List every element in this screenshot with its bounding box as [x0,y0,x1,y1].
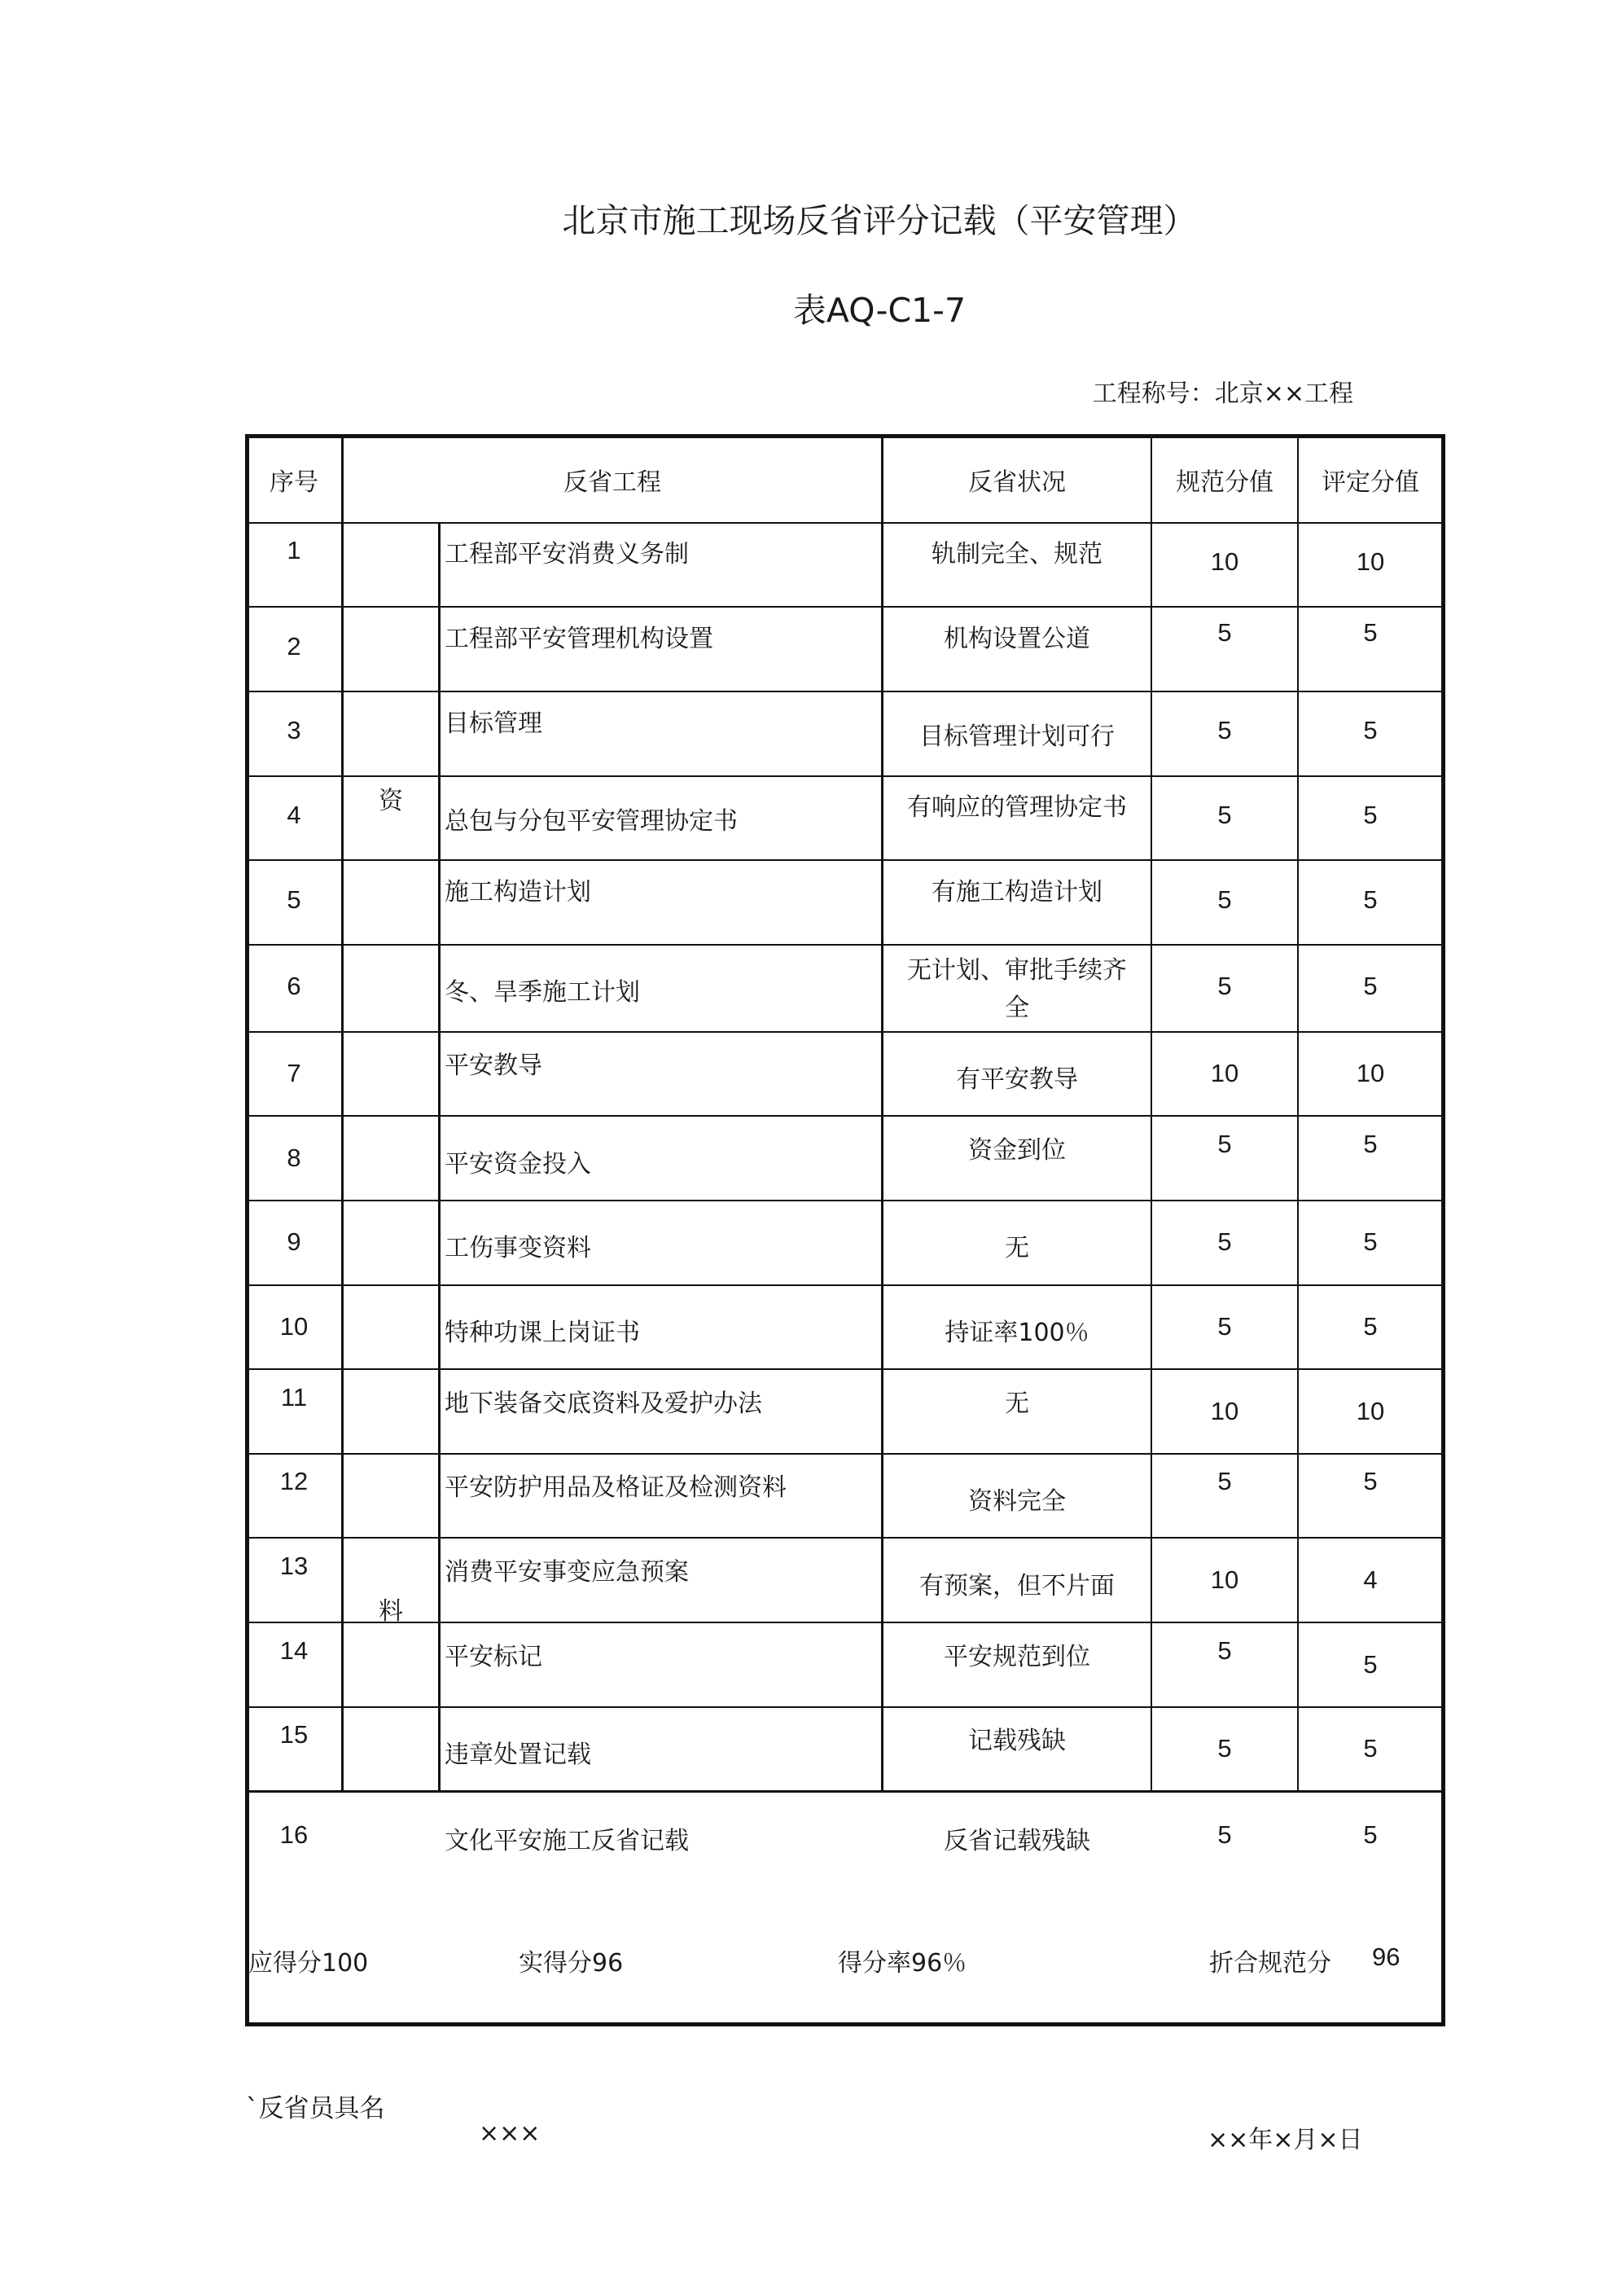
row-standard-score: 10 [1210,1059,1239,1087]
row-standard-score: 5 [1217,1130,1232,1158]
row-rated-score: 5 [1363,1227,1378,1256]
row-rule [343,1706,1445,1708]
row-seq: 16 [279,1820,309,1849]
row-seq: 9 [287,1227,301,1256]
row-rule [343,1537,1445,1539]
row-standard-score: 5 [1217,1467,1232,1495]
seq-rule [245,859,343,861]
row-item: 平安资金投入 [445,1150,591,1179]
row-rated-score: 5 [1363,801,1378,829]
row-rule [343,859,1445,861]
row-item: 违章处置记载 [445,1741,591,1769]
row-rated-score: 4 [1363,1565,1378,1594]
row-seq: 5 [287,885,301,914]
row-status: 平安规范到位 [944,1643,1090,1671]
row-item: 工伤事变资料 [445,1234,591,1262]
header-seq: 序号 [270,468,318,497]
row-item: 消费平安事变应急预案 [445,1558,689,1587]
seq-rule [245,1115,343,1117]
row-seq: 11 [280,1383,308,1411]
inspection-table [245,434,1445,2026]
seq-rule [245,944,343,946]
header-standard-score: 规范分值 [1176,468,1273,497]
row-item: 平安防护用品及格证及检测资料 [445,1473,787,1502]
row-rule [343,1284,1445,1286]
row-rated-score: 10 [1356,1397,1385,1425]
row-rated-score: 5 [1363,1130,1378,1158]
row-item: 总包与分包平安管理协定书 [445,807,738,836]
row-item: 目标管理 [445,709,542,738]
row-seq: 10 [279,1312,309,1341]
row-status: 无 [1005,1234,1029,1262]
row-rule [343,606,1445,608]
row-status: 目标管理计划可行 [919,722,1115,751]
row-rated-score: 5 [1363,1734,1378,1763]
row-rule [343,775,1445,777]
page-title: 北京市施工现场反省评分记载（平安管理） [562,201,1197,240]
summary-should-score: 应得分100 [248,1949,369,1978]
row-seq: 3 [287,716,301,744]
row-status: 无 [1005,1389,1029,1418]
row-item: 工程部平安管理机构设置 [445,625,713,653]
inspection-date: ××年×月×日 [1208,2126,1363,2154]
row-standard-score: 10 [1210,1565,1239,1594]
seq-rule [245,1368,343,1370]
row-rated-score: 5 [1363,972,1378,1000]
row-item: 平安教导 [445,1051,542,1080]
seq-rule [245,1537,343,1539]
row-item: 工程部平安消费义务制 [445,540,689,569]
row-status: 无计划、审批手续齐 [907,956,1127,985]
row-seq: 8 [287,1144,301,1172]
seq-rule [245,1200,343,1201]
row-status: 有平安教导 [956,1065,1078,1094]
row-standard-score: 5 [1217,972,1232,1000]
row-rated-score: 5 [1363,885,1378,914]
row-standard-score: 5 [1217,1227,1232,1256]
row-rule [343,691,1445,692]
row-item: 文化平安施工反省记载 [445,1827,689,1855]
row-item: 平安标记 [445,1643,542,1671]
header-rule [245,522,1445,524]
inspector-name: ××× [479,2119,541,2148]
row-seq: 7 [287,1059,301,1087]
row-item: 特种功课上岗证书 [445,1319,640,1347]
row-rated-score: 5 [1363,716,1378,744]
row-rated-score: 5 [1363,1467,1378,1495]
seq-rule [245,1706,343,1708]
row-rated-score: 5 [1363,1312,1378,1341]
row-standard-score: 5 [1217,618,1232,647]
row-item: 冬、旱季施工计划 [445,978,640,1007]
row-rated-score: 10 [1356,547,1385,576]
row-status-continued: 全 [1005,994,1029,1022]
seq-rule [245,691,343,692]
project-value: 北京××工程 [1214,380,1353,408]
table-border-bottom [245,2022,1445,2026]
seq-rule [245,1622,343,1623]
seq-rule [245,1284,343,1286]
row-status: 资料完全 [968,1487,1066,1516]
summary-rule [245,1790,1445,1793]
row-status: 机构设置公道 [944,625,1090,653]
row-status: 有施工构造计划 [932,878,1103,907]
row-seq: 13 [279,1552,309,1580]
header-item: 反省工程 [563,468,661,497]
row-item: 施工构造计划 [445,878,591,907]
row-rule [343,944,1445,946]
row-seq: 6 [287,972,301,1000]
project-name-line [1093,373,1353,409]
project-label: 工程称号： [1092,380,1215,408]
row-item: 地下装备交底资料及爱护办法 [445,1389,762,1418]
row-rated-score: 5 [1363,1650,1378,1679]
summary-converted-value: 96 [1372,1943,1401,1971]
row-status: 资金到位 [968,1136,1066,1165]
row-status: 记载残缺 [968,1727,1066,1755]
row-rule [343,1200,1445,1201]
row-status: 有预案，但不片面 [919,1572,1115,1600]
row-rule [343,1622,1445,1623]
summary-actual-score: 实得分96 [519,1949,624,1978]
row-standard-score: 10 [1210,1397,1239,1425]
row-seq: 15 [279,1720,309,1749]
row-standard-score: 5 [1217,1312,1232,1341]
row-seq: 2 [287,632,301,661]
row-standard-score: 5 [1217,1820,1232,1849]
row-rule [343,1453,1445,1455]
summary-score-rate: 得分率96％ [838,1949,967,1978]
row-status: 有响应的管理协定书 [907,793,1127,822]
row-rated-score: 10 [1356,1059,1385,1087]
row-standard-score: 5 [1217,801,1232,829]
row-rule [343,1031,1445,1033]
row-standard-score: 5 [1217,885,1232,914]
row-standard-score: 5 [1217,716,1232,744]
category-char: 料 [379,1597,403,1626]
inspector-signature-label: `反省员具名 [246,2094,385,2123]
row-standard-score: 5 [1217,1636,1232,1665]
header-rated-score: 评定分值 [1322,468,1419,497]
row-rule [343,1368,1445,1370]
row-seq: 1 [287,536,301,564]
row-rule [343,1115,1445,1117]
summary-converted-label: 折合规范分 [1209,1949,1331,1978]
seq-rule [245,606,343,608]
row-standard-score: 5 [1217,1734,1232,1763]
category-char: 资 [379,787,403,815]
row-status: 轨制完全、规范 [932,540,1103,569]
seq-rule [245,1031,343,1033]
row-status: 持证率100％ [945,1319,1089,1347]
row-status: 反省记载残缺 [944,1827,1090,1855]
row-rated-score: 5 [1363,618,1378,647]
row-seq: 12 [279,1467,309,1495]
seq-rule [245,1453,343,1455]
form-code: 表AQ-C1-7 [792,291,967,330]
row-seq: 4 [287,801,301,829]
seq-rule [245,775,343,777]
row-seq: 14 [279,1636,309,1665]
row-rated-score: 5 [1363,1820,1378,1849]
table-border-top [245,434,1445,438]
header-status: 反省状况 [968,468,1066,497]
row-standard-score: 10 [1210,547,1239,576]
